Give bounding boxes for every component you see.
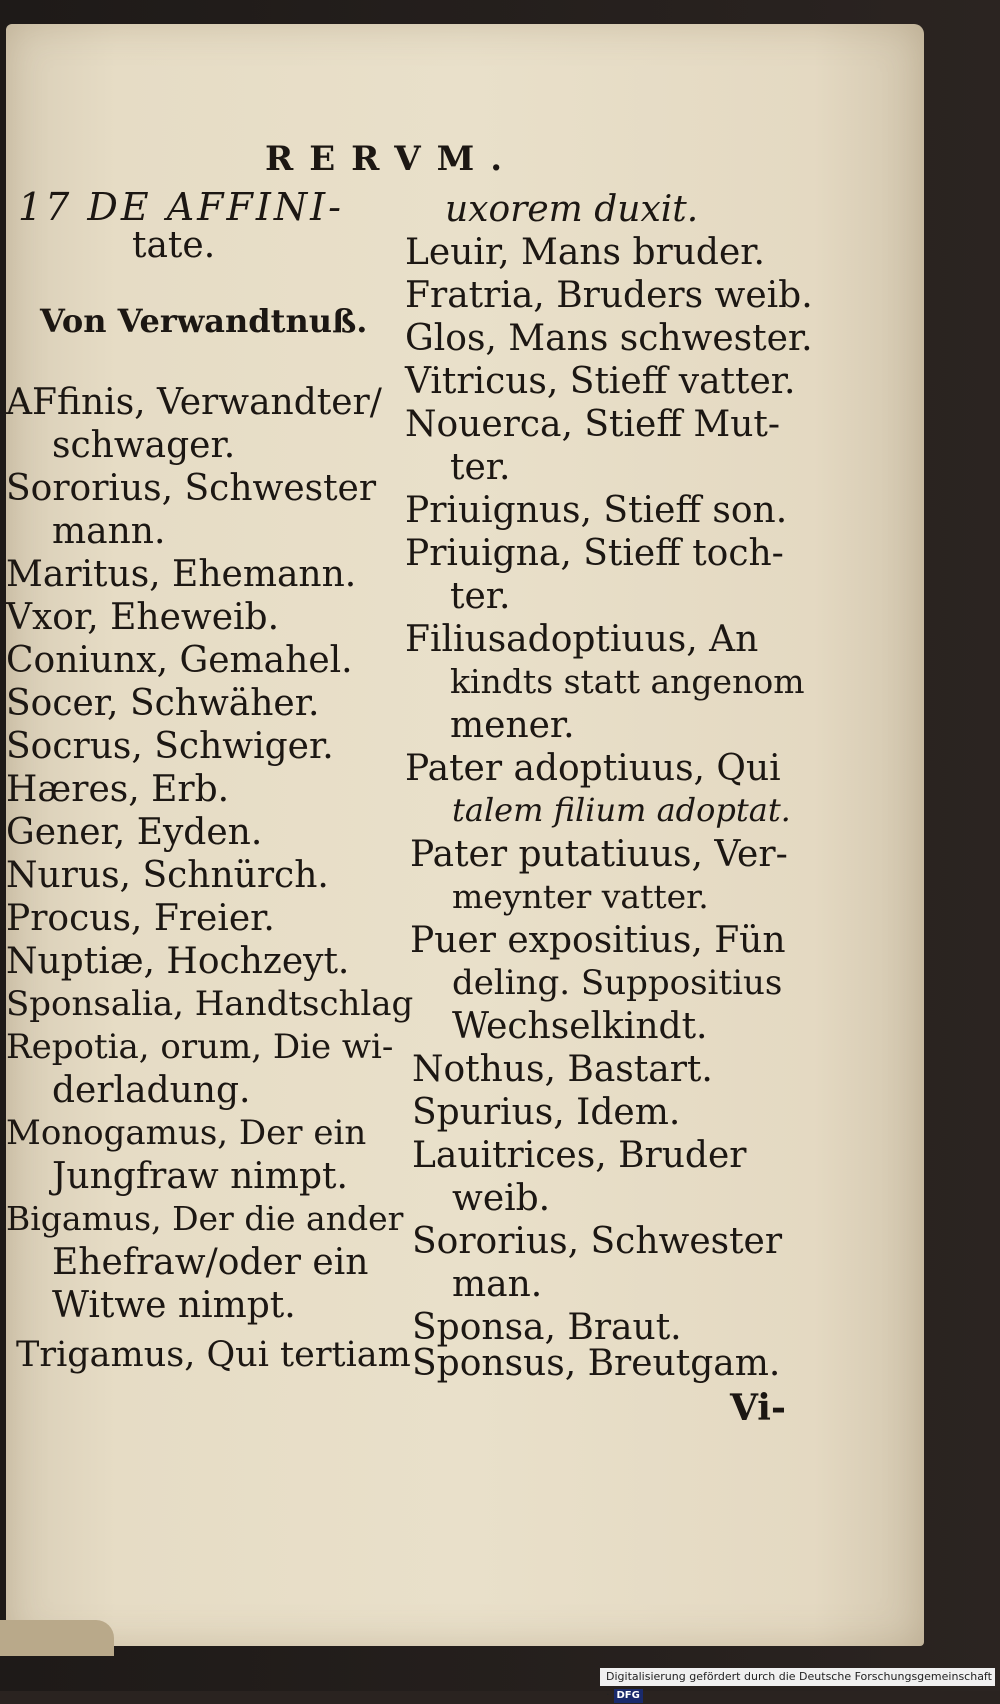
catchword: Vi- [730, 1387, 786, 1429]
right-entry: Sponsa, Braut. [412, 1307, 682, 1348]
left-entry-cont: derladung. [52, 1070, 251, 1111]
digitization-credit [600, 1668, 995, 1701]
right-entry: Pater adoptiuus, Qui [405, 748, 781, 789]
right-entry: Puer expositius, Fün [410, 920, 786, 961]
left-entry: Coniunx, Gemahel. [6, 640, 353, 681]
left-entry: AFfinis, Verwandter/ [6, 382, 382, 423]
right-entry-cont: uxorem duxit. [445, 189, 699, 230]
right-entry: Vitricus, Stieff vatter. [405, 361, 796, 402]
right-entry: Nothus, Bastart. [412, 1049, 713, 1090]
right-entry: Lauitrices, Bruder [412, 1135, 747, 1176]
right-entry-cont: mener. [450, 705, 575, 746]
right-entry-cont: weib. [452, 1178, 551, 1219]
right-entry: Priuigna, Stieff toch- [405, 533, 784, 574]
left-entry-cont: mann. [52, 511, 166, 552]
right-entry-cont: ter. [450, 447, 511, 488]
right-entry-cont: ter. [450, 576, 511, 617]
left-entry: Bigamus, Der die ander [6, 1199, 404, 1238]
right-entry: Filiusadoptiuus, An [405, 619, 759, 660]
left-entry: Maritus, Ehemann. [6, 554, 357, 595]
right-entry-cont: kindts statt angenom [450, 662, 805, 701]
left-entry: Socrus, Schwiger. [6, 726, 334, 767]
left-entry-cont: Witwe nimpt. [52, 1285, 296, 1326]
right-entry: Spurius, Idem. [412, 1092, 681, 1133]
right-entry-cont: talem filium adoptat. [452, 791, 791, 829]
page-edge-stain [0, 1620, 114, 1656]
left-entry-cont: Jungfraw nimpt. [52, 1156, 348, 1197]
left-entry: Procus, Freier. [6, 898, 275, 939]
left-entry: Trigamus, Qui tertiam [16, 1335, 411, 1375]
left-entry: Vxor, Eheweib. [6, 597, 280, 638]
right-entry: Glos, Mans schwester. [405, 318, 813, 359]
left-entry: Nurus, Schnürch. [6, 855, 329, 896]
left-entry-cont: schwager. [52, 425, 236, 466]
right-entry: Sororius, Schwester [412, 1221, 783, 1262]
section-title-line1: 17 DE AFFINI- [18, 185, 345, 229]
right-entry: Nouerca, Stieff Mut- [405, 404, 781, 445]
left-entry: Monogamus, Der ein [6, 1113, 367, 1153]
right-entry: Pater putatiuus, Ver- [410, 834, 788, 875]
left-entry: Sponsalia, Handtschlag [6, 984, 414, 1024]
credit-text: Digitalisierung gefördert durch die Deutsche Forschungsgemeinschaft · [606, 1670, 992, 1701]
right-entry: Fratria, Bruders weib. [405, 275, 813, 316]
left-entry: Hæres, Erb. [6, 769, 230, 810]
left-entry: Sororius, Schwester [6, 468, 377, 509]
left-entry-cont: Ehefraw/oder ein [52, 1242, 369, 1283]
left-entry: Socer, Schwäher. [6, 683, 320, 724]
right-entry-cont: man. [452, 1264, 543, 1305]
section-title-line2: tate. [132, 225, 216, 266]
left-entry: Gener, Eyden. [6, 812, 263, 853]
right-entry: Priuignus, Stieff son. [405, 490, 788, 531]
right-entry: Leuir, Mans bruder. [405, 232, 765, 273]
left-entry: Nuptiæ, Hochzeyt. [6, 941, 350, 982]
left-entry: Repotia, orum, Die wi- [6, 1027, 394, 1067]
right-entry: Sponsus, Breutgam. [412, 1343, 781, 1384]
page-header: RERVM. [265, 139, 519, 179]
dfg-logo: DFG [614, 1689, 643, 1703]
right-entry-cont: Wechselkindt. [452, 1006, 708, 1047]
right-entry-cont: meynter vatter. [452, 877, 709, 916]
section-subtitle: Von Verwandtnuß. [40, 302, 368, 340]
right-entry-cont: deling. Suppositius [452, 963, 783, 1003]
